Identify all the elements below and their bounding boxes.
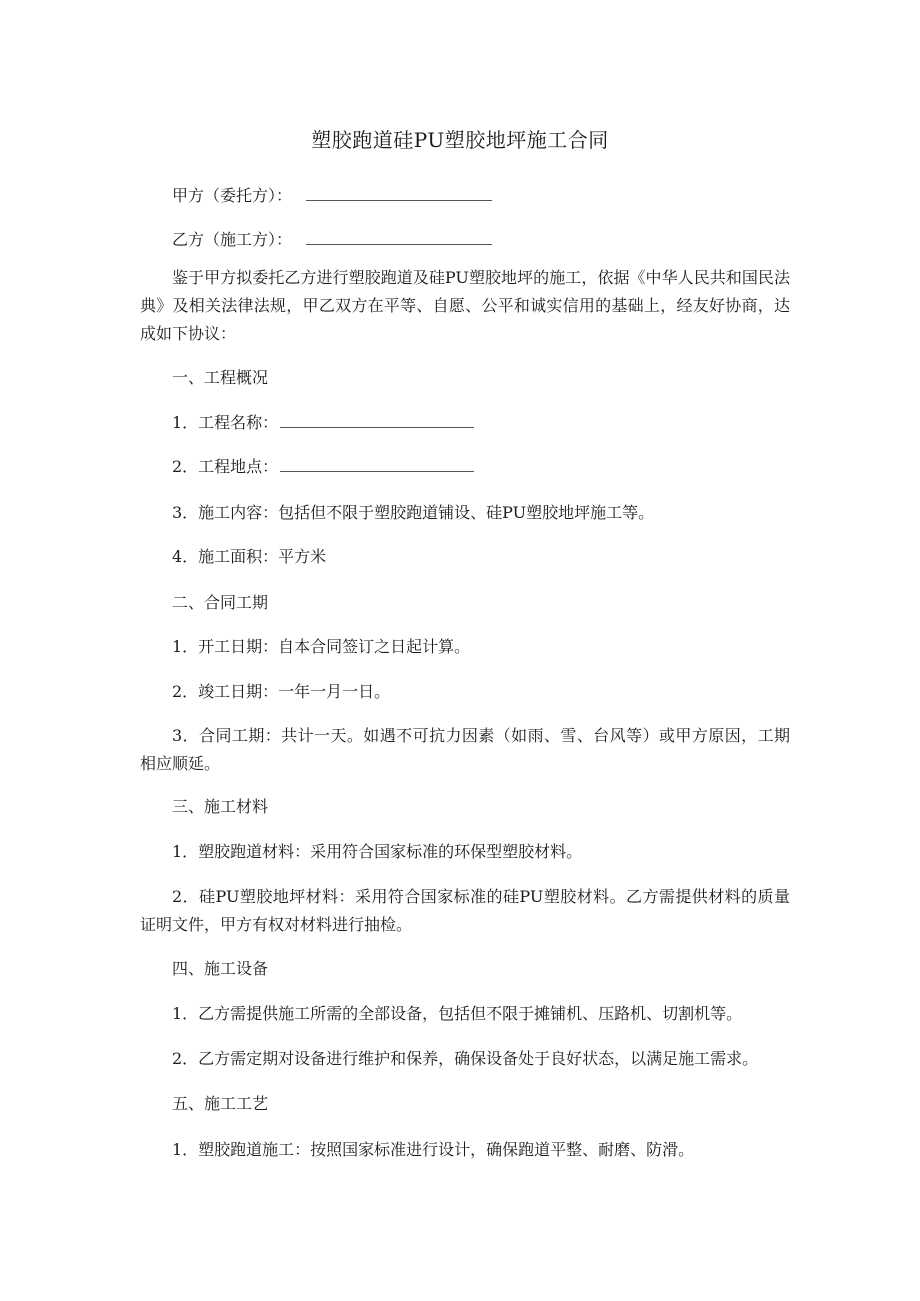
project-name-blank [280, 413, 474, 428]
party-a-blank [306, 186, 492, 201]
section-heading: 五、施工工艺 [172, 1094, 269, 1113]
party-b-blank [306, 230, 492, 245]
item-text: 2．工程地点： [172, 457, 279, 476]
party-a-label: 甲方（委托方）： [172, 186, 293, 205]
party-b-line [172, 226, 492, 254]
section-item: 2．竣工日期：一年一月一日。 [172, 682, 391, 701]
document-title: 塑胶跑道硅PU塑胶地坪施工合同 [311, 128, 609, 152]
section-item: 2．硅PU塑胶地坪材料：采用符合国家标准的硅PU塑胶材料。乙方需提供材料的质量证明文件，甲方有权对材料进行抽检。 [140, 887, 790, 934]
section-item: 3．施工内容：包括但不限于塑胶跑道铺设、硅PU塑胶地坪施工等。 [172, 503, 655, 522]
section-heading: 四、施工设备 [172, 959, 269, 978]
section-item [172, 453, 474, 481]
section-item: 4．施工面积：平方米 [172, 547, 327, 566]
section-heading: 三、施工材料 [172, 797, 269, 816]
section-heading: 一、工程概况 [172, 368, 269, 387]
section-item: 1．开工日期：自本合同签订之日起计算。 [172, 637, 471, 656]
party-b-label: 乙方（施工方）： [172, 230, 293, 249]
item-text: 1．工程名称： [172, 413, 279, 432]
party-a-line [172, 182, 492, 210]
preamble-paragraph: 鉴于甲方拟委托乙方进行塑胶跑道及硅PU塑胶地坪的施工，依据《中华人民共和国民法典》及相关法律法规，甲乙双方在平等、自愿、公平和诚实信用的基础上，经友好协商，达成如下协议： [140, 268, 790, 343]
section-item: 1．塑胶跑道材料：采用符合国家标准的环保型塑胶材料。 [172, 842, 583, 861]
section-heading: 二、合同工期 [172, 593, 269, 612]
section-item: 1．乙方需提供施工所需的全部设备，包括但不限于摊铺机、压路机、切割机等。 [172, 1004, 743, 1023]
section-item [172, 409, 474, 437]
project-location-blank [280, 457, 474, 472]
section-item: 3．合同工期：共计一天。如遇不可抗力因素（如雨、雪、台风等）或甲方原因，工期相应顺延。 [140, 726, 790, 773]
section-item: 1．塑胶跑道施工：按照国家标准进行设计，确保跑道平整、耐磨、防滑。 [172, 1140, 695, 1159]
section-item: 2．乙方需定期对设备进行维护和保养，确保设备处于良好状态，以满足施工需求。 [172, 1049, 759, 1068]
